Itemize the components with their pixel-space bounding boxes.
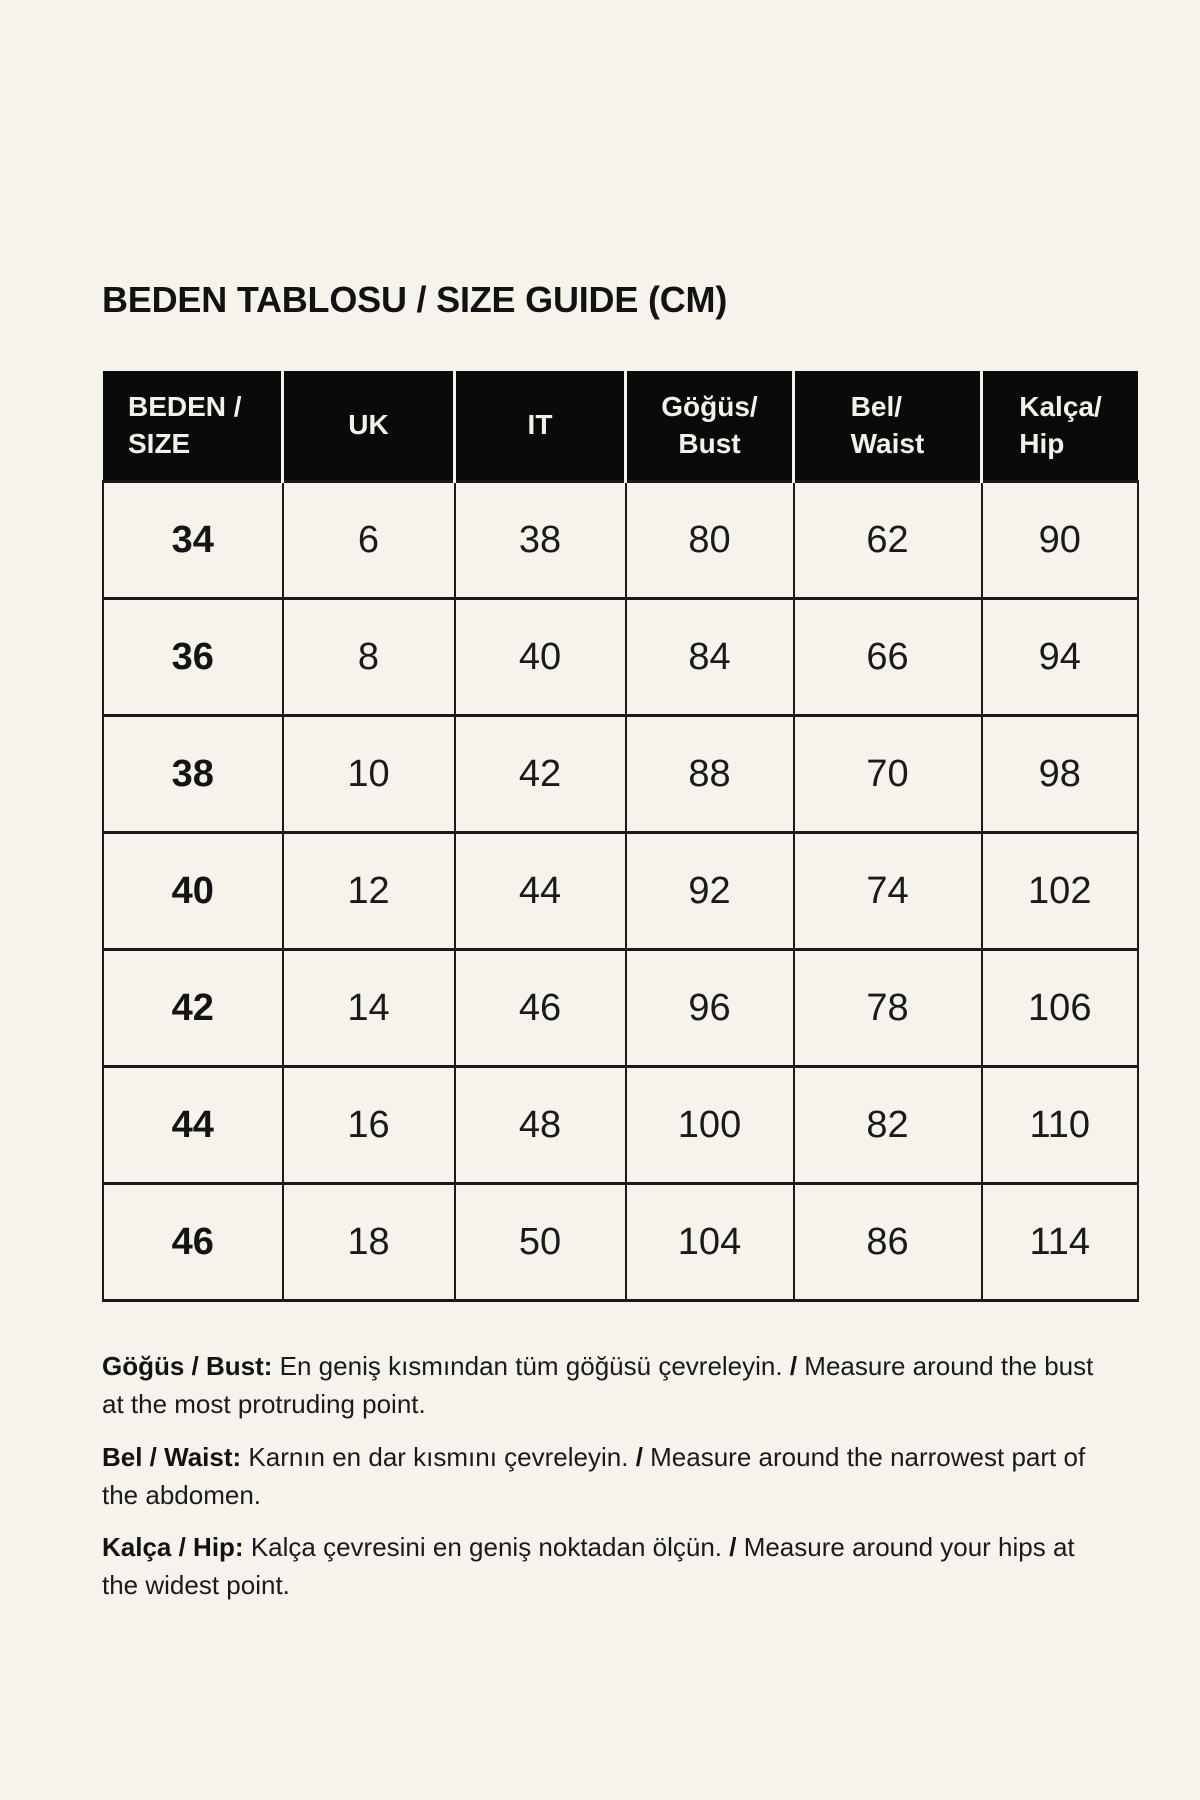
size-table-header-row bbox=[103, 371, 1138, 482]
measurement-cell: 102 bbox=[982, 833, 1139, 950]
measurement-cell: 90 bbox=[982, 482, 1139, 599]
column-header-cell bbox=[626, 371, 794, 482]
size-table-body bbox=[103, 482, 1138, 1301]
measurement-cell: 110 bbox=[982, 1067, 1139, 1184]
note-label: Kalça / Hip: bbox=[102, 1532, 244, 1563]
measurement-cell: 48 bbox=[455, 1067, 626, 1184]
measurement-cell: 82 bbox=[794, 1067, 982, 1184]
measurement-cell: 106 bbox=[982, 950, 1139, 1067]
column-header-cell bbox=[794, 371, 982, 482]
note-text: Measure around the narrowest part of the abdomen. bbox=[102, 1441, 1086, 1510]
measurement-cell: 86 bbox=[794, 1184, 982, 1301]
size-table-head bbox=[103, 371, 1138, 482]
column-header-text bbox=[661, 389, 757, 463]
column-header-cell bbox=[982, 371, 1139, 482]
table-row bbox=[103, 950, 1138, 1067]
measurement-cell: 74 bbox=[794, 833, 982, 950]
column-header-text bbox=[851, 389, 925, 463]
measurement-cell: 88 bbox=[626, 716, 794, 833]
table-row bbox=[103, 1067, 1138, 1184]
size-cell: 42 bbox=[103, 950, 283, 1067]
measurement-cell: 92 bbox=[626, 833, 794, 950]
measurement-notes bbox=[102, 1347, 1107, 1604]
table-row bbox=[103, 833, 1138, 950]
note-label: / bbox=[729, 1532, 737, 1563]
note-label: Bel / Waist: bbox=[102, 1441, 242, 1472]
column-header-line: UK bbox=[348, 409, 389, 441]
column-header-text bbox=[348, 407, 388, 444]
measurement-cell: 8 bbox=[283, 599, 455, 716]
measurement-cell: 100 bbox=[626, 1067, 794, 1184]
measurement-cell: 50 bbox=[455, 1184, 626, 1301]
note-text: En geniş kısmından tüm göğüsü çevreleyin. bbox=[272, 1351, 790, 1382]
measurement-cell: 80 bbox=[626, 482, 794, 599]
measurement-cell: 98 bbox=[982, 716, 1139, 833]
measurement-cell: 84 bbox=[626, 599, 794, 716]
size-cell: 46 bbox=[103, 1184, 283, 1301]
measurement-cell: 44 bbox=[455, 833, 626, 950]
table-row bbox=[103, 1184, 1138, 1301]
measurement-cell: 10 bbox=[283, 716, 455, 833]
column-header-line: IT bbox=[527, 409, 553, 441]
column-header-cell bbox=[283, 371, 455, 482]
table-row bbox=[103, 599, 1138, 716]
column-header-text bbox=[128, 389, 242, 463]
measurement-cell: 14 bbox=[283, 950, 455, 1067]
note-label: / bbox=[789, 1351, 798, 1382]
column-header-line: BEDEN / bbox=[128, 390, 242, 422]
column-header-line: Göğüs/ bbox=[661, 390, 758, 422]
column-header-line: Hip bbox=[1019, 427, 1065, 459]
measurement-cell: 94 bbox=[982, 599, 1139, 716]
note-text: Measure around your hips at the widest point. bbox=[102, 1532, 1075, 1601]
column-header-text bbox=[1019, 389, 1102, 463]
column-header-line: Bel/ bbox=[850, 390, 903, 422]
measurement-cell: 46 bbox=[455, 950, 626, 1067]
column-header-line: Kalça/ bbox=[1019, 390, 1102, 422]
size-cell: 38 bbox=[103, 716, 283, 833]
measurement-cell: 70 bbox=[794, 716, 982, 833]
note-paragraph bbox=[102, 1347, 1107, 1423]
page-title: BEDEN TABLOSU / SIZE GUIDE (CM) bbox=[102, 279, 728, 320]
note-label: Göğüs / Bust: bbox=[102, 1351, 273, 1382]
measurement-cell: 42 bbox=[455, 716, 626, 833]
column-header-text bbox=[528, 407, 553, 444]
size-cell: 40 bbox=[103, 833, 283, 950]
note-text: Karnın en dar kısmını çevreleyin. bbox=[241, 1441, 636, 1472]
size-cell: 44 bbox=[103, 1067, 283, 1184]
note-label: / bbox=[635, 1441, 643, 1472]
column-header-line: Bust bbox=[678, 427, 741, 459]
measurement-cell: 16 bbox=[283, 1067, 455, 1184]
measurement-cell: 38 bbox=[455, 482, 626, 599]
measurement-cell: 104 bbox=[626, 1184, 794, 1301]
measurement-cell: 62 bbox=[794, 482, 982, 599]
note-paragraph bbox=[102, 1438, 1107, 1514]
measurement-cell: 78 bbox=[794, 950, 982, 1067]
note-text: Kalça çevresini en geniş noktadan ölçün. bbox=[243, 1532, 730, 1563]
size-table bbox=[102, 371, 1139, 1302]
column-header-line: Waist bbox=[850, 427, 925, 459]
size-cell: 34 bbox=[103, 482, 283, 599]
measurement-cell: 96 bbox=[626, 950, 794, 1067]
measurement-cell: 12 bbox=[283, 833, 455, 950]
measurement-cell: 66 bbox=[794, 599, 982, 716]
note-text: Measure around the bust at the most protruding point. bbox=[102, 1351, 1094, 1420]
column-header-cell bbox=[455, 371, 626, 482]
size-cell: 36 bbox=[103, 599, 283, 716]
measurement-cell: 114 bbox=[982, 1184, 1139, 1301]
column-header-cell bbox=[103, 371, 283, 482]
measurement-cell: 40 bbox=[455, 599, 626, 716]
table-row bbox=[103, 482, 1138, 599]
column-header-line: SIZE bbox=[128, 427, 191, 459]
measurement-cell: 18 bbox=[283, 1184, 455, 1301]
note-paragraph bbox=[102, 1528, 1107, 1604]
measurement-cell: 6 bbox=[283, 482, 455, 599]
table-row bbox=[103, 716, 1138, 833]
